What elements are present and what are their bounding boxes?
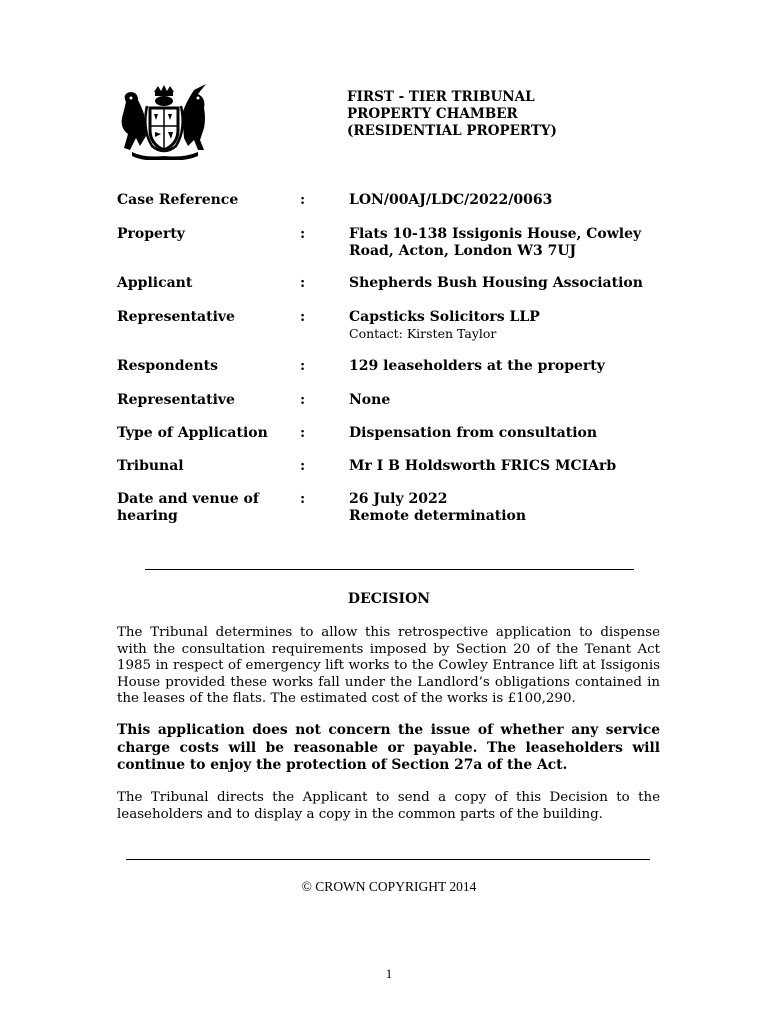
field-value: Dispensation from consultation (349, 425, 598, 441)
field-colon: : (300, 358, 306, 374)
field-value: None (349, 392, 391, 408)
field-label: Case Reference (117, 192, 239, 208)
representative-contact: Contact: Kirsten Taylor (349, 326, 497, 341)
field-colon: : (300, 226, 306, 242)
tribunal-header (347, 89, 557, 140)
representative-firm: Capsticks Solicitors LLP (349, 309, 540, 325)
field-colon: : (300, 458, 306, 474)
field-value: Mr I B Holdsworth FRICS MCIArb (349, 458, 617, 474)
chamber-subtitle: (RESIDENTIAL PROPERTY) (347, 123, 557, 139)
crown-copyright: © CROWN COPYRIGHT 2014 (301, 879, 477, 894)
field-label: Applicant (117, 275, 193, 291)
field-label (117, 491, 287, 525)
field-value (349, 309, 669, 342)
hearing-label-line-1: Date and venue of (117, 491, 259, 507)
decision-paragraph-1: The Tribunal determines to allow this retrospective application to dispense with the consultation requirements imposed by Section 20 of the Tenant Act 1985 in respect of emergency lift works to the Cowley Entrance lift at Issigonis House provided these works fall under the Landlord’s obligations contained in the leases of the flats. The estimated cost of the works is £100,290. (117, 625, 660, 706)
field-colon: : (300, 491, 306, 507)
field-value (349, 491, 669, 525)
property-address-line-1: Flats 10-138 Issigonis House, Cowley (349, 226, 642, 242)
field-colon: : (300, 275, 306, 291)
decision-paragraph-2: This application does not concern the issue of whether any service charge costs will be reasonable or payable. The leaseholders will continue to enjoy the protection of Section 27a of the Act. (117, 722, 660, 773)
hearing-label-line-2: hearing (117, 508, 178, 524)
field-value: 129 leaseholders at the property (349, 358, 605, 374)
page-number: 1 (385, 966, 393, 981)
hearing-date: 26 July 2022 (349, 491, 448, 507)
field-label: Type of Application (117, 425, 268, 441)
chamber-name: PROPERTY CHAMBER (347, 106, 518, 122)
field-label: Representative (117, 392, 235, 408)
field-value (349, 226, 669, 260)
field-colon: : (300, 309, 306, 325)
royal-coat-of-arms-icon (114, 84, 214, 160)
section-divider (145, 569, 634, 570)
field-colon: : (300, 192, 306, 208)
property-address-line-2: Road, Acton, London W3 7UJ (349, 243, 577, 259)
field-colon: : (300, 425, 306, 441)
footer-divider (126, 859, 650, 860)
field-label: Representative (117, 309, 235, 325)
field-colon: : (300, 392, 306, 408)
field-label: Respondents (117, 358, 218, 374)
hearing-venue: Remote determination (349, 508, 527, 524)
decision-heading: DECISION (347, 591, 431, 607)
field-label: Tribunal (117, 458, 184, 474)
tribunal-name: FIRST - TIER TRIBUNAL (347, 89, 535, 105)
field-value: Shepherds Bush Housing Association (349, 275, 643, 291)
field-label: Property (117, 226, 185, 242)
field-value: LON/00AJ/LDC/2022/0063 (349, 192, 553, 208)
decision-paragraph-3: The Tribunal directs the Applicant to send a copy of this Decision to the leaseholders and to display a copy in the common parts of the building. (117, 790, 660, 822)
